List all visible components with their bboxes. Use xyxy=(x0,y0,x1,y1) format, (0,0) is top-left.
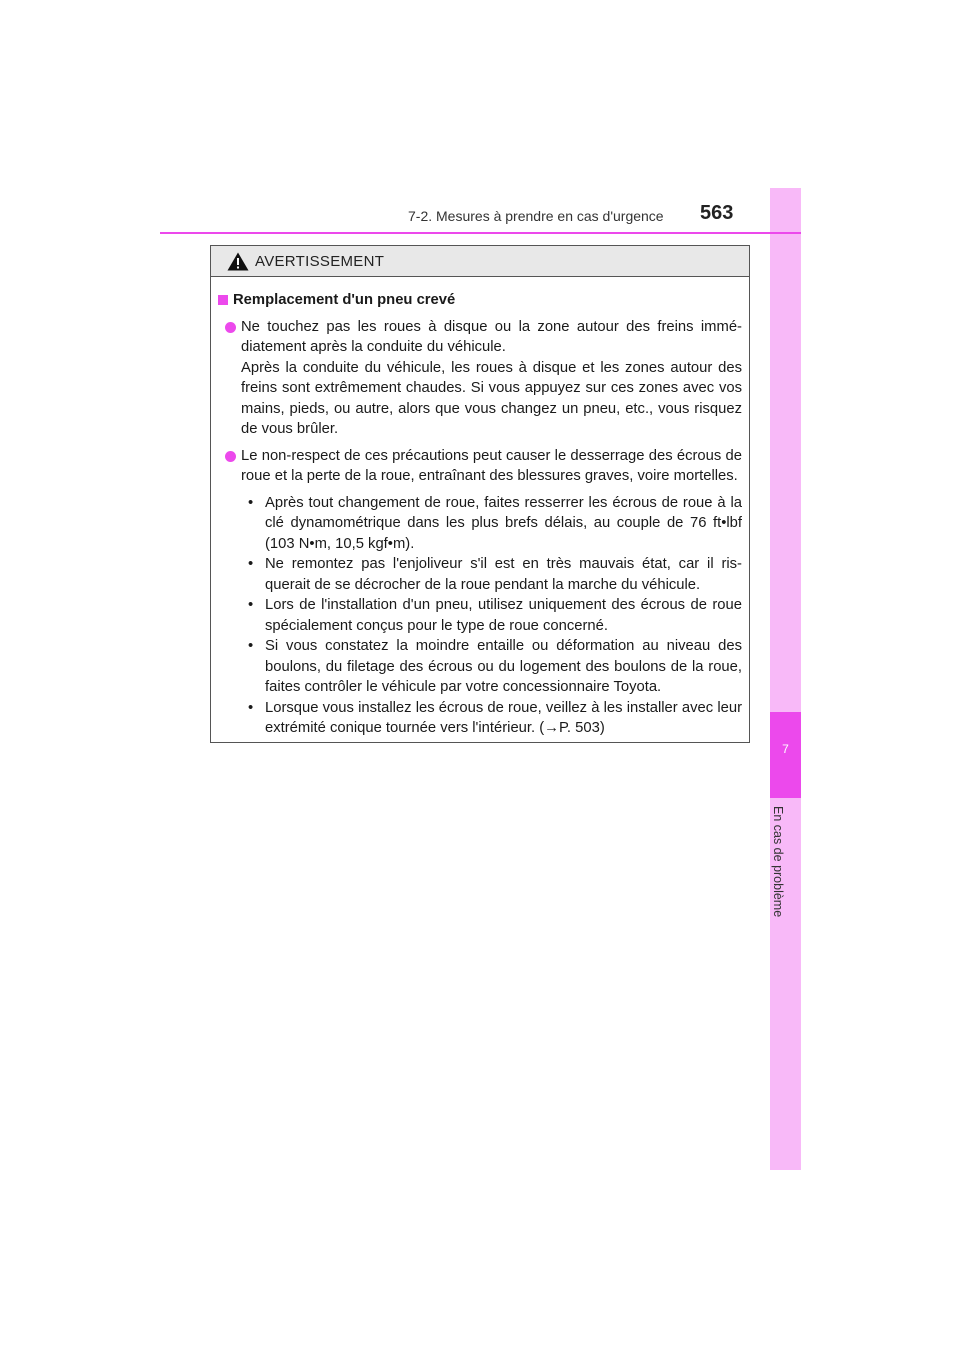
chapter-side-strip xyxy=(770,188,801,1170)
subnote-item xyxy=(248,595,742,636)
chapter-title-text: En cas de problème xyxy=(771,806,785,918)
section-title xyxy=(218,290,742,311)
subnote-mark: • xyxy=(248,494,254,511)
subnote-text: Lors de l'installation d'un pneu, utilisez uniquement des écrous de roue spécialement conçus pour le type de roue concerné. xyxy=(265,597,742,634)
bullet-text xyxy=(241,446,742,487)
subnote-text: Après tout changement de roue, faites resserrer les écrous de roue à la clé dynamométrique dans les plus brefs délais, au couple de 76 ft•lbf (103 N•m, 10,5 kgf•m). xyxy=(265,494,742,552)
warning-box xyxy=(210,245,750,743)
subnote-item xyxy=(248,636,742,698)
chapter-number: 7 xyxy=(782,742,789,756)
subnote-item xyxy=(248,554,742,595)
bullet-text xyxy=(241,317,742,440)
list-item xyxy=(218,317,742,440)
page-number: 563 xyxy=(700,202,734,224)
subnote-mark: • xyxy=(248,597,254,613)
warning-body xyxy=(211,277,749,739)
subnote-item xyxy=(248,493,742,555)
circle-bullet-icon xyxy=(225,451,236,462)
subnote-text: Si vous constatez la moindre entaille ou déformation au niveau des boulons, du filetage des écrous ou du logement des boulons de la roue, faites contrôler le véhicule par votre concessionnaire Toyota. xyxy=(265,638,742,695)
paragraph: Après la conduite du véhicule, les roues à disque et les zones autour des freins sont extrêmement chaudes. Si vous appuyez sur ces zones avec vos mains, pieds, ou autre, alors que vous changez un pneu, etc., vous risquez de vous brûler. xyxy=(241,359,742,437)
warning-header xyxy=(211,246,749,277)
subnote-mark: • xyxy=(248,699,254,716)
warning-triangle-icon xyxy=(227,252,249,271)
subnote-mark: • xyxy=(248,638,254,654)
circle-bullet-icon xyxy=(225,322,236,333)
warning-title: AVERTISSEMENT xyxy=(255,253,385,270)
subnote-text: Ne remontez pas l'enjoliveur s'il est en très mauvais état, car il ris-querait de se décrocher de la roue pendant la marche du véhicule. xyxy=(265,556,742,593)
square-bullet-icon xyxy=(218,295,228,305)
list-item xyxy=(218,446,742,487)
subnote-text: Lorsque vous installez les écrous de roue, veillez à les installer avec leur extrémité conique tournée vers l'intérieur. (→P. 503) xyxy=(265,699,742,736)
chapter-title xyxy=(770,800,801,940)
header-rule xyxy=(160,232,801,234)
subnote-mark: • xyxy=(248,556,254,572)
section-title-text: Remplacement d'un pneu crevé xyxy=(233,292,456,308)
paragraph: Ne touchez pas les roues à disque ou la zone autour des freins immé-diatement après la conduite du véhicule. xyxy=(241,318,742,355)
section-header: 7-2. Mesures à prendre en cas d'urgence xyxy=(408,208,664,224)
subnote-item xyxy=(248,698,742,739)
subnote-list xyxy=(218,493,742,739)
paragraph: Le non-respect de ces précautions peut causer le desserrage des écrous de roue et la perte de la roue, entraînant des blessures graves, voire mortelles. xyxy=(241,447,742,484)
